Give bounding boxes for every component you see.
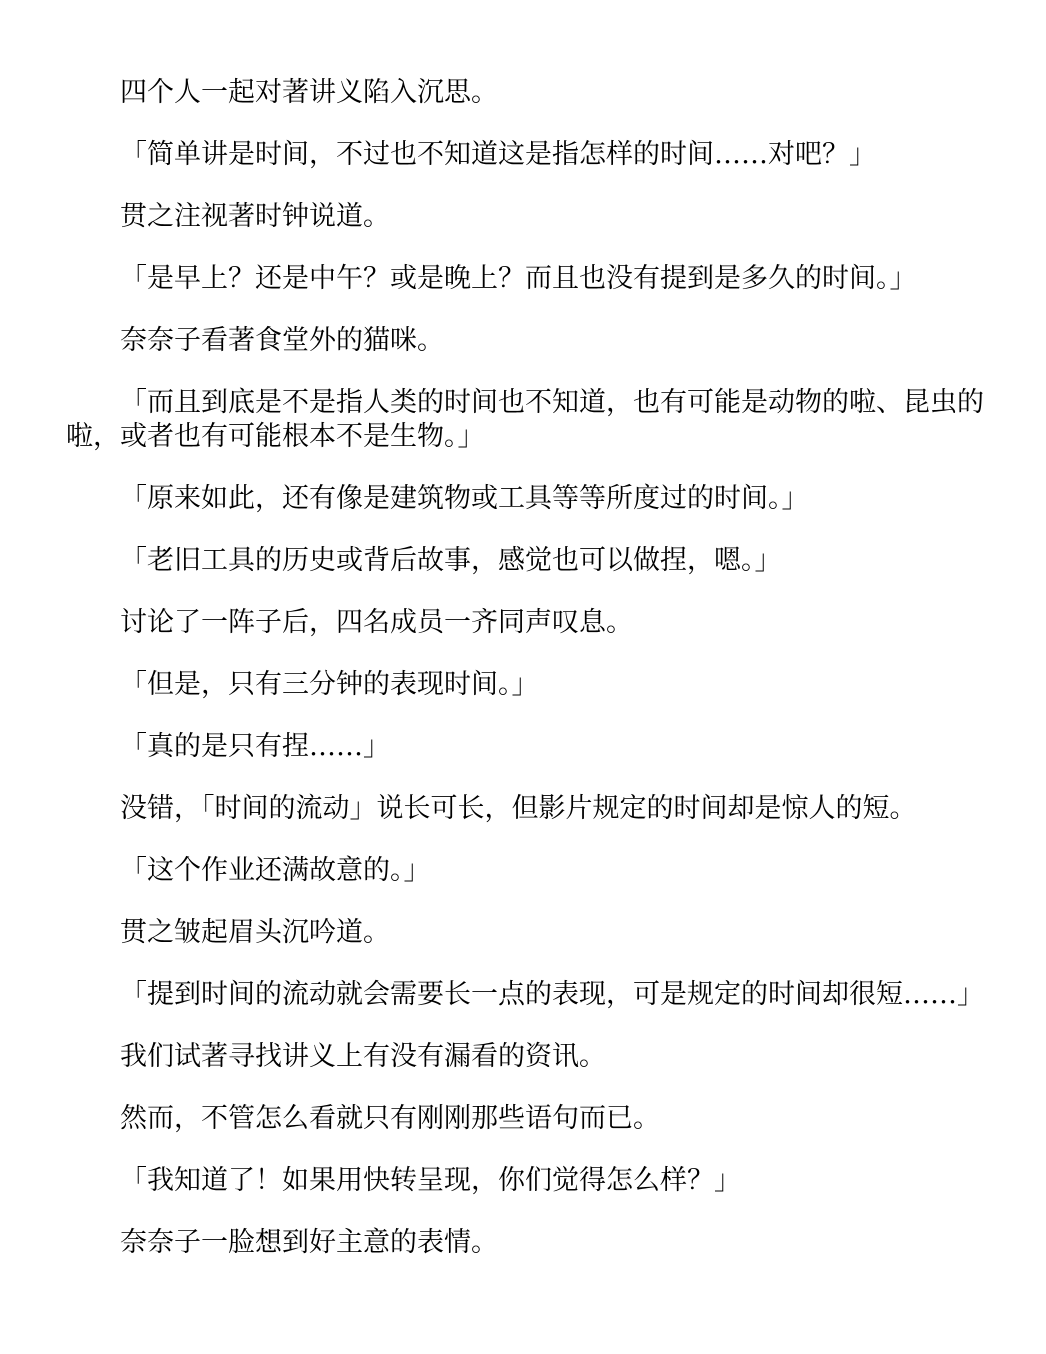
paragraph: 「简单讲是时间，不过也不知道这是指怎样的时间……对吧？」 [120,139,876,170]
paragraph: 讨论了一阵子后，四名成员一齐同声叹息。 [120,607,633,638]
paragraph: 「这个作业还满故意的。」 [120,855,431,886]
paragraph: 「原来如此，还有像是建筑物或工具等等所度过的时间。」 [120,483,809,514]
document-page [66,76,986,1260]
paragraph: 「提到时间的流动就会需要长一点的表现，可是规定的时间却很短……」 [120,979,984,1010]
paragraph: 四个人一起对著讲义陷入沉思。 [120,77,498,108]
paragraph: 奈奈子看著食堂外的猫咪。 [120,325,444,356]
paragraph: 奈奈子一脸想到好主意的表情。 [120,1227,498,1258]
paragraph: 「我知道了！如果用快转呈现，你们觉得怎么样？」 [120,1165,741,1196]
paragraph: 「是早上？还是中午？或是晚上？而且也没有提到是多久的时间。」 [120,263,917,294]
paragraph: 我们试著寻找讲义上有没有漏看的资讯。 [120,1041,606,1072]
paragraph: 「真的是只有捏……」 [120,731,390,762]
paragraph: 没错，「时间的流动」说长可长，但影片规定的时间却是惊人的短。 [120,793,917,824]
paragraph: 「但是，只有三分钟的表现时间。」 [120,669,539,700]
paragraph: 贯之皱起眉头沉吟道。 [120,917,390,948]
paragraph: 贯之注视著时钟说道。 [120,201,390,232]
paragraph: 然而，不管怎么看就只有刚刚那些语句而已。 [120,1103,660,1134]
paragraph: 「老旧工具的历史或背后故事，感觉也可以做捏，嗯。」 [120,545,782,576]
paragraph: 「而且到底是不是指人类的时间也不知道，也有可能是动物的啦、昆虫的啦，或者也有可能根本不是生物。」 [66,387,984,452]
